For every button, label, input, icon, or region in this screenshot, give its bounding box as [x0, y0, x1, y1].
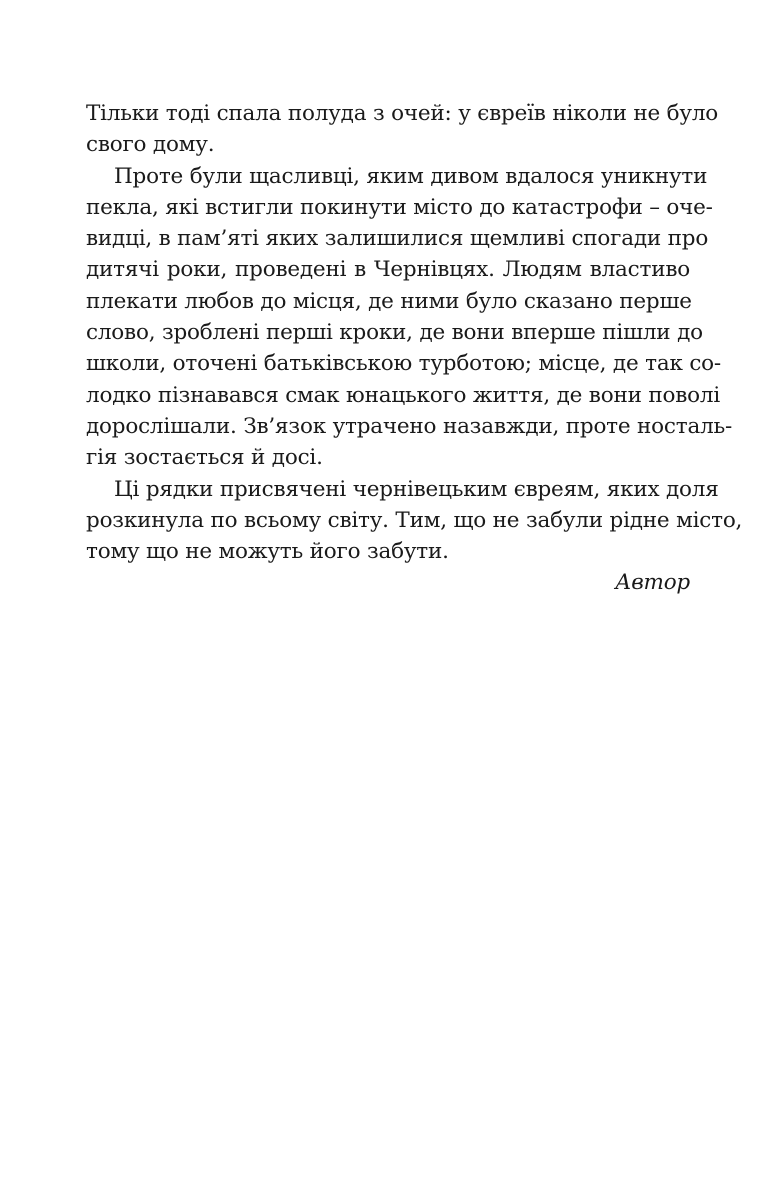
text-line: свого дому. [86, 132, 215, 158]
text-line: плекати любов до місця, де ними було сказано перше [86, 288, 692, 314]
page-text-block [86, 98, 743, 599]
text-line: слово, зроблені перші кроки, де вони вперше пішли до [86, 320, 703, 346]
author-signature: Автор [615, 570, 690, 596]
text-line: Ці рядки присвячені чернівецьким євреям, яких доля [114, 476, 719, 502]
text-line: Проте були щасливці, яким дивом вдалося уникнути [114, 163, 708, 189]
text-line: дитячі роки, проведені в Чернівцях. Людям властиво [86, 257, 690, 283]
text-line: дорослішали. Зв’язок утрачено назавжди, проте носталь- [86, 413, 733, 439]
text-line: розкинула по всьому світу. Тим, що не забули рідне місто, [86, 507, 743, 533]
text-line: Тільки тоді спала полуда з очей: у євреїв ніколи не було [86, 101, 719, 126]
paragraph [86, 161, 733, 474]
text-line: лодко пізнавався смак юнацького життя, де вони поволі [86, 382, 721, 408]
text-line: школи, оточені батьківською турботою; місце, де так со- [86, 351, 721, 377]
paragraph [86, 474, 743, 568]
text-line: тому що не можуть його забути. [86, 539, 449, 565]
text-line: видці, в пам’яті яких залишилися щемливі спогади про [86, 226, 709, 252]
text-line: пекла, які встигли покинути місто до катастрофи – оче- [86, 194, 713, 220]
text-line: гія зостається й досі. [86, 445, 323, 471]
paragraph [86, 98, 719, 161]
